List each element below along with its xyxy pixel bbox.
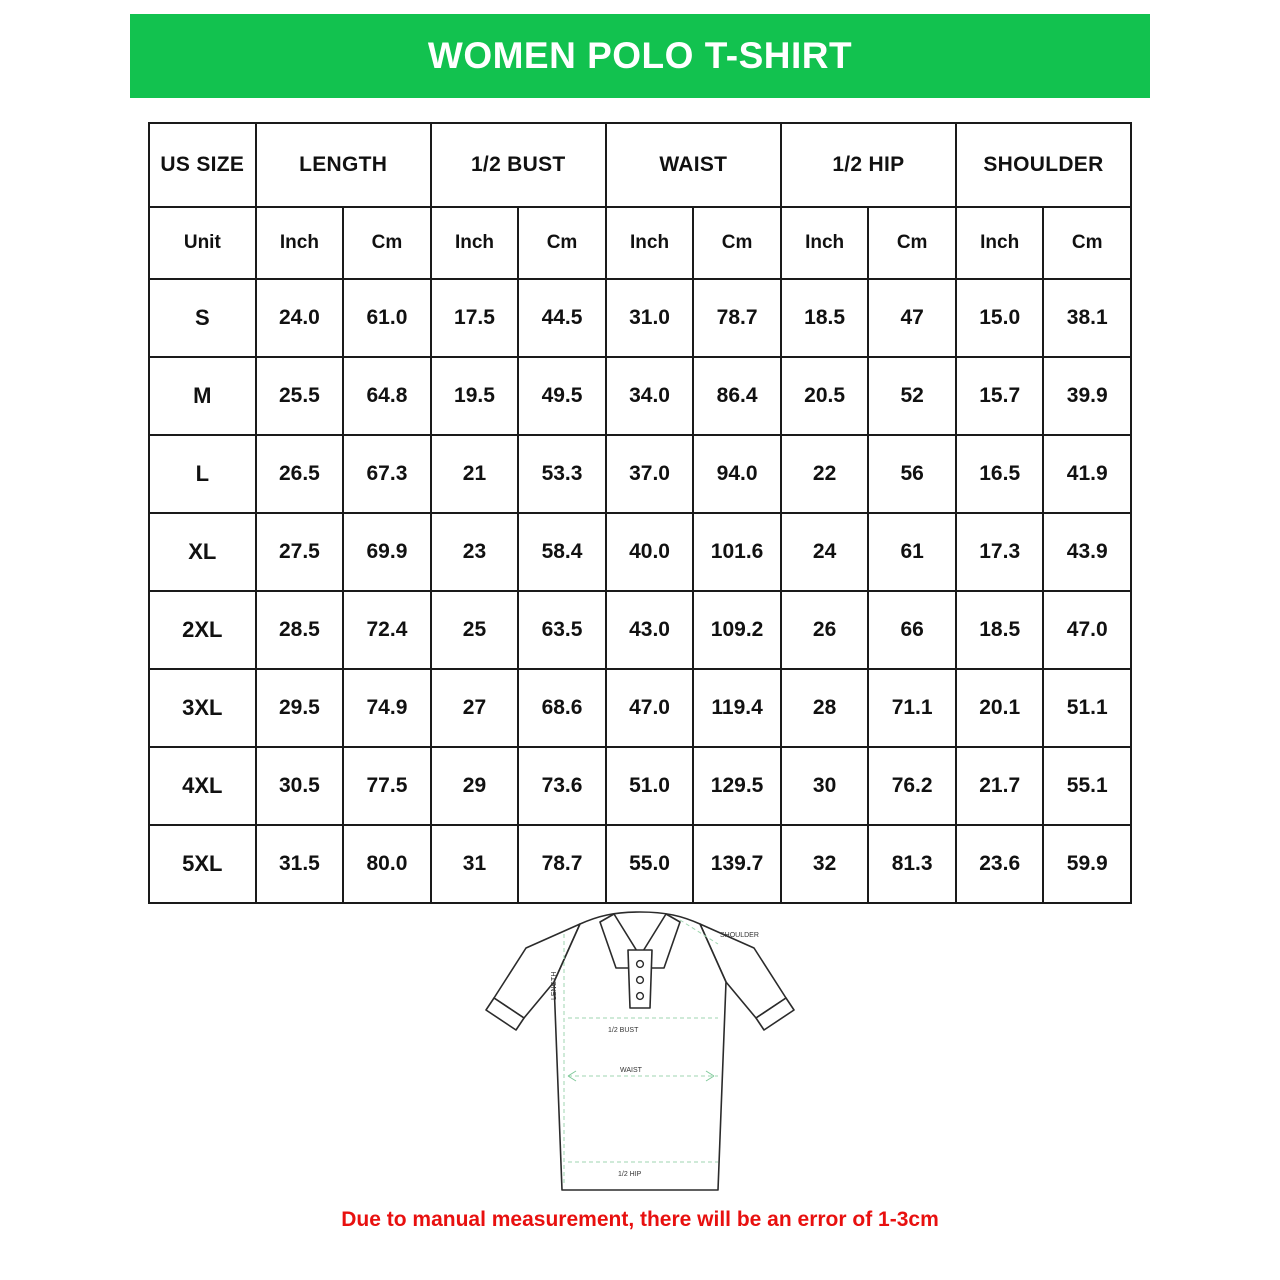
diagram-label-waist: WAIST	[620, 1067, 642, 1074]
cell-hip-cm: 47	[868, 279, 956, 357]
unit-shoulder-inch: Inch	[956, 207, 1044, 279]
cell-length-inch: 30.5	[256, 747, 344, 825]
size-table	[148, 122, 1132, 904]
cell-length-cm: 72.4	[343, 591, 431, 669]
cell-waist-cm: 129.5	[693, 747, 781, 825]
unit-bust-cm: Cm	[518, 207, 606, 279]
cell-length-inch: 28.5	[256, 591, 344, 669]
group-header-length: LENGTH	[256, 123, 431, 207]
cell-waist-cm: 109.2	[693, 591, 781, 669]
unit-shoulder-cm: Cm	[1043, 207, 1131, 279]
polo-shirt-diagram	[468, 890, 812, 1200]
cell-length-inch: 29.5	[256, 669, 344, 747]
table-unit-row	[149, 207, 1131, 279]
cell-shoulder-inch: 23.6	[956, 825, 1044, 903]
unit-hip-cm: Cm	[868, 207, 956, 279]
cell-length-inch: 27.5	[256, 513, 344, 591]
unit-bust-inch: Inch	[431, 207, 519, 279]
cell-bust-inch: 29	[431, 747, 519, 825]
cell-length-inch: 26.5	[256, 435, 344, 513]
cell-hip-inch: 26	[781, 591, 869, 669]
cell-hip-cm: 76.2	[868, 747, 956, 825]
group-header-shoulder: SHOULDER	[956, 123, 1131, 207]
unit-waist-cm: Cm	[693, 207, 781, 279]
cell-bust-cm: 68.6	[518, 669, 606, 747]
cell-hip-inch: 22	[781, 435, 869, 513]
header-banner	[130, 14, 1150, 98]
cell-waist-inch: 55.0	[606, 825, 694, 903]
table-row	[149, 591, 1131, 669]
cell-hip-cm: 61	[868, 513, 956, 591]
cell-shoulder-inch: 15.0	[956, 279, 1044, 357]
table-row	[149, 747, 1131, 825]
cell-length-cm: 64.8	[343, 357, 431, 435]
cell-hip-inch: 30	[781, 747, 869, 825]
cell-shoulder-inch: 16.5	[956, 435, 1044, 513]
row-size-label: 2XL	[149, 591, 256, 669]
cell-bust-cm: 73.6	[518, 747, 606, 825]
row-size-label: 5XL	[149, 825, 256, 903]
cell-shoulder-cm: 51.1	[1043, 669, 1131, 747]
cell-shoulder-cm: 41.9	[1043, 435, 1131, 513]
cell-bust-inch: 17.5	[431, 279, 519, 357]
cell-bust-cm: 53.3	[518, 435, 606, 513]
table-row	[149, 513, 1131, 591]
row-size-label: XL	[149, 513, 256, 591]
unit-hip-inch: Inch	[781, 207, 869, 279]
cell-length-cm: 69.9	[343, 513, 431, 591]
cell-shoulder-inch: 21.7	[956, 747, 1044, 825]
cell-waist-inch: 37.0	[606, 435, 694, 513]
table-row	[149, 279, 1131, 357]
cell-waist-cm: 86.4	[693, 357, 781, 435]
cell-waist-cm: 78.7	[693, 279, 781, 357]
cell-waist-inch: 31.0	[606, 279, 694, 357]
cell-shoulder-inch: 20.1	[956, 669, 1044, 747]
cell-length-inch: 24.0	[256, 279, 344, 357]
cell-hip-cm: 81.3	[868, 825, 956, 903]
cell-bust-inch: 21	[431, 435, 519, 513]
page-title: WOMEN POLO T-SHIRT	[427, 35, 853, 76]
cell-bust-cm: 63.5	[518, 591, 606, 669]
cell-bust-cm: 44.5	[518, 279, 606, 357]
unit-length-inch: Inch	[256, 207, 344, 279]
cell-waist-cm: 139.7	[693, 825, 781, 903]
measurement-disclaimer: Due to manual measurement, there will be an error of 1-3cm	[341, 1208, 939, 1231]
group-header-us-size: US SIZE	[149, 123, 256, 207]
cell-shoulder-cm: 43.9	[1043, 513, 1131, 591]
row-size-label: L	[149, 435, 256, 513]
cell-waist-cm: 119.4	[693, 669, 781, 747]
cell-waist-cm: 94.0	[693, 435, 781, 513]
cell-hip-inch: 24	[781, 513, 869, 591]
table-group-header-row	[149, 123, 1131, 207]
cell-shoulder-cm: 55.1	[1043, 747, 1131, 825]
row-size-label: 4XL	[149, 747, 256, 825]
cell-waist-cm: 101.6	[693, 513, 781, 591]
cell-shoulder-inch: 18.5	[956, 591, 1044, 669]
cell-length-cm: 74.9	[343, 669, 431, 747]
cell-length-inch: 25.5	[256, 357, 344, 435]
cell-hip-cm: 71.1	[868, 669, 956, 747]
cell-hip-inch: 18.5	[781, 279, 869, 357]
cell-waist-inch: 47.0	[606, 669, 694, 747]
cell-shoulder-inch: 17.3	[956, 513, 1044, 591]
row-size-label: M	[149, 357, 256, 435]
cell-bust-inch: 19.5	[431, 357, 519, 435]
cell-waist-inch: 51.0	[606, 747, 694, 825]
cell-hip-inch: 32	[781, 825, 869, 903]
group-header-half-hip: 1/2 HIP	[781, 123, 956, 207]
diagram-label-half-bust: 1/2 BUST	[608, 1027, 639, 1034]
cell-hip-cm: 66	[868, 591, 956, 669]
cell-bust-inch: 23	[431, 513, 519, 591]
cell-waist-inch: 40.0	[606, 513, 694, 591]
cell-length-cm: 61.0	[343, 279, 431, 357]
cell-length-cm: 67.3	[343, 435, 431, 513]
cell-hip-inch: 28	[781, 669, 869, 747]
cell-waist-inch: 43.0	[606, 591, 694, 669]
table-row	[149, 357, 1131, 435]
cell-bust-inch: 25	[431, 591, 519, 669]
cell-bust-cm: 58.4	[518, 513, 606, 591]
diagram-label-length: LENGTH	[551, 971, 558, 1000]
unit-length-cm: Cm	[343, 207, 431, 279]
table-row	[149, 435, 1131, 513]
table-row	[149, 669, 1131, 747]
cell-length-cm: 80.0	[343, 825, 431, 903]
cell-waist-inch: 34.0	[606, 357, 694, 435]
group-header-half-bust: 1/2 BUST	[431, 123, 606, 207]
row-size-label: S	[149, 279, 256, 357]
unit-waist-inch: Inch	[606, 207, 694, 279]
unit-label: Unit	[149, 207, 256, 279]
cell-length-cm: 77.5	[343, 747, 431, 825]
group-header-waist: WAIST	[606, 123, 781, 207]
row-size-label: 3XL	[149, 669, 256, 747]
cell-shoulder-cm: 38.1	[1043, 279, 1131, 357]
diagram-label-shoulder: SHOULDER	[720, 932, 759, 939]
cell-shoulder-cm: 39.9	[1043, 357, 1131, 435]
cell-bust-inch: 27	[431, 669, 519, 747]
diagram-label-half-hip: 1/2 HIP	[618, 1171, 642, 1178]
size-table-container	[148, 122, 1132, 904]
cell-shoulder-cm: 59.9	[1043, 825, 1131, 903]
cell-hip-cm: 52	[868, 357, 956, 435]
cell-hip-inch: 20.5	[781, 357, 869, 435]
cell-bust-inch: 31	[431, 825, 519, 903]
cell-length-inch: 31.5	[256, 825, 344, 903]
cell-bust-cm: 49.5	[518, 357, 606, 435]
cell-hip-cm: 56	[868, 435, 956, 513]
cell-shoulder-inch: 15.7	[956, 357, 1044, 435]
cell-shoulder-cm: 47.0	[1043, 591, 1131, 669]
cell-bust-cm: 78.7	[518, 825, 606, 903]
